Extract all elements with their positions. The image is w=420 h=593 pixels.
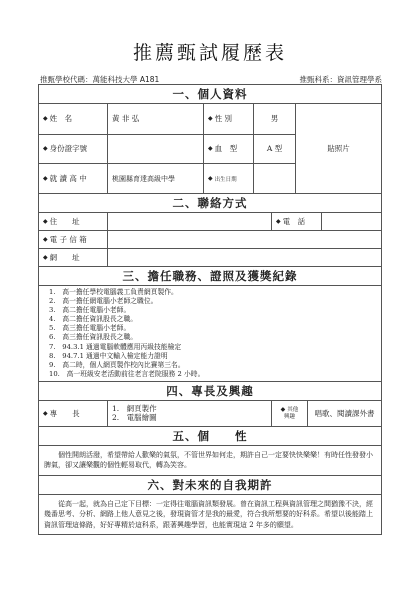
list-item: 6. 高三擔任資訊股長之職。 (49, 333, 138, 342)
high-school-value: 桃園縣育達高級中學 (107, 164, 203, 193)
list-item: 7. 94.3.1 通過電腦軟體應用丙級技能檢定 (49, 342, 182, 351)
photo-placeholder (295, 104, 381, 193)
id-number-label: ◆ 身份證字號 (43, 144, 88, 154)
name-label: ◆ 姓 名 (43, 114, 73, 124)
bullet-icon: ◆ (208, 145, 213, 153)
bullet-icon: ◆ (208, 175, 213, 183)
gender-value: 男 (253, 104, 295, 134)
id-number-value (107, 135, 203, 164)
bullet-icon: ◆ (43, 115, 48, 123)
list-item: 1. 高一擔任學校電腦義工負責網頁製作。 (49, 288, 178, 296)
section-contact-heading: 二、聯絡方式 (39, 193, 381, 212)
personal-info-block (39, 103, 381, 193)
bullet-icon: ◆ (43, 409, 48, 417)
specialty-list (107, 401, 271, 426)
resume-table (38, 84, 382, 535)
bullet-icon: ◆ (208, 115, 213, 123)
hobby-value: 唱歌、閱讀課外書 (307, 401, 381, 426)
photo-label: 貼照片 (327, 144, 350, 153)
bullet-icon: ◆ (276, 218, 281, 225)
school-code-label: 推甄學校代碼：萬能科技大學 A181 (40, 75, 160, 84)
section-personality-heading: 五、個 性 (39, 426, 381, 445)
bullet-icon: ◆ (43, 254, 48, 261)
list-item: 2. 電腦繪圖 (112, 413, 157, 423)
phone-label: ◆ 電 話 (271, 213, 321, 230)
email-value (107, 231, 381, 248)
high-school-label: ◆ 就 讀 高 中 (43, 174, 87, 184)
address-label: ◆ 住 址 (43, 217, 80, 226)
section-duties-heading: 三、擔任職務、證照及獲獎紀錄 (39, 266, 381, 285)
list-item: 10. 高一班級安老活動前往老言老院服務 2 小時。 (49, 369, 205, 378)
list-item: 8. 94.7.1 通過中文輸入檢定能力證明 (49, 351, 168, 360)
duties-list (39, 285, 381, 381)
bullet-icon: ◆ (43, 218, 48, 225)
website-value (107, 249, 381, 266)
personality-text: 個性開朗活潑，希望帶給人歡樂的氣氛，不管世界如何走，期許自己一定要快快樂樂！有時任性發發小脾氣，卻又讓樂觀的個性輕易取代，轉為笑容。 (39, 445, 381, 475)
birth-date-value (253, 164, 295, 193)
list-item: 3. 高二擔任電腦小老師。 (49, 306, 131, 315)
website-label: ◆ 網 址 (43, 253, 80, 262)
hobby-label: ◆ 其他 興趣 (271, 401, 307, 426)
blood-type-label: ◆ 血 型 (203, 135, 253, 164)
list-item: 2. 高一擔任網電腦小老師之職位。 (49, 297, 158, 306)
list-item: 9. 高二時，個人網頁製作校內比賽第三名。 (49, 360, 185, 369)
bullet-icon: ◆ (43, 145, 48, 153)
birth-date-label: ◆ 出生日期 (203, 164, 253, 193)
list-item: 5. 高三擔任電腦小老師。 (49, 324, 131, 333)
specialty-label: ◆ 專 長 (43, 408, 80, 418)
bullet-icon: ◆ (43, 175, 48, 183)
bullet-icon: ◆ (43, 236, 48, 243)
list-item: 1. 網頁製作 (112, 404, 157, 414)
section-future-heading: 六、對未來的自我期許 (39, 475, 381, 494)
blood-type-value: A 型 (253, 135, 295, 164)
department-label: 推甄科系：資訊管理學系 (299, 75, 382, 84)
email-label: ◆ 電 子 信 箱 (43, 235, 87, 244)
future-text: 從高一起，就為自己定下目標：一定得往電腦資訊類發展。曾在資訊工程與資訊管理之間猶豫不決，經幾番思考、分析、網路上他人意見之後，發現資管才是我的最愛，符合我所想要的好科系。希望以後能踏上資訊管理這條路，好好專精於這科系，跟著興趣學習，也能實現這 2 年多的願望。 (39, 494, 381, 535)
list-item: 4. 高二擔任資訊股長之職。 (49, 315, 138, 324)
section-skills-heading: 四、專長及興趣 (39, 381, 381, 400)
phone-value (321, 213, 381, 230)
bullet-icon: ◆ (280, 405, 286, 413)
gender-label: ◆ 性 別 (203, 104, 253, 134)
page-title: 推薦甄試履歷表 (132, 42, 287, 64)
section-personal-heading: 一、個人資料 (39, 85, 381, 103)
address-value (107, 213, 271, 230)
name-value: 黃 非 弘 (107, 104, 203, 134)
